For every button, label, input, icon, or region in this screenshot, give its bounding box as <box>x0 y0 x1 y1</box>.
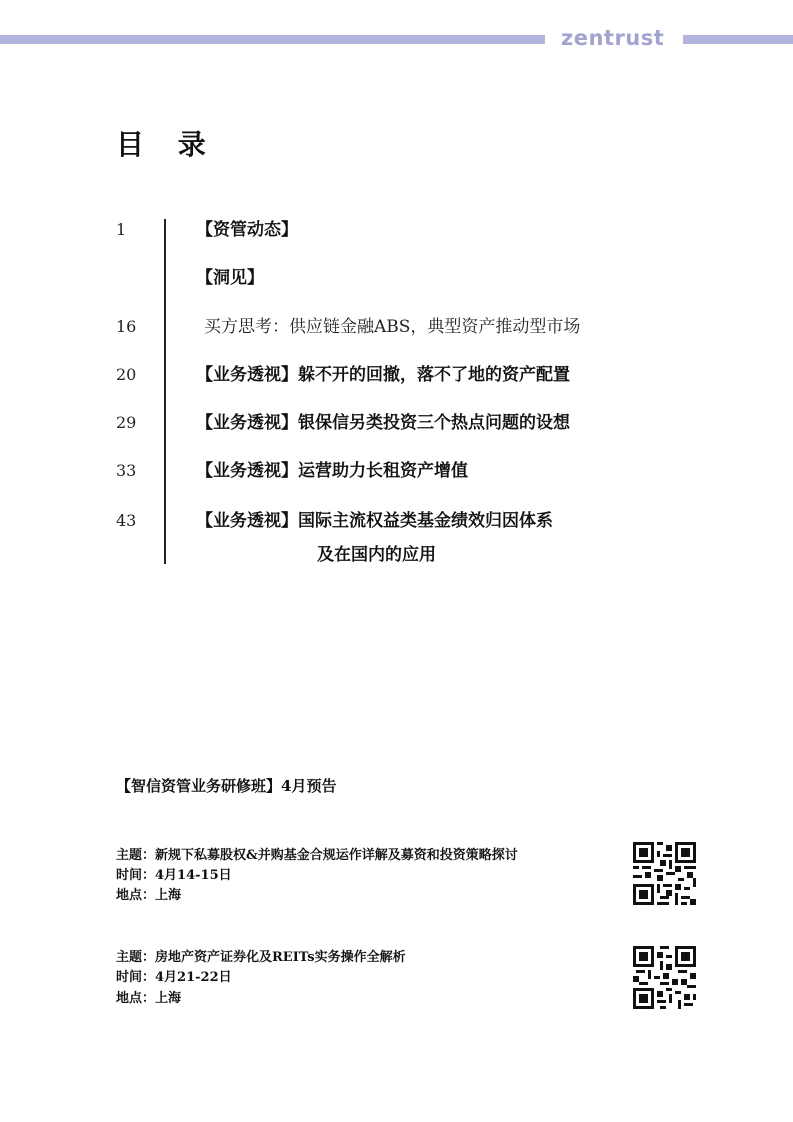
course-topic: 主题：新规下私募股权&并购基金合规运作详解及募资和投资策略探讨 <box>116 848 518 863</box>
qr-code-icon[interactable] <box>633 842 696 905</box>
course-place: 地点：上海 <box>116 888 182 903</box>
training-notice-title: 【智信资管业务研修班】4月预告 <box>116 777 337 795</box>
qr-code-icon[interactable] <box>633 946 696 1009</box>
course-topic: 主题：房地产资产证券化及REITs实务操作全解析 <box>116 950 406 965</box>
toc-entry-title[interactable]: 【业务透视】银保信另类投资三个热点问题的设想 <box>196 413 570 433</box>
brand-logo: zentrust <box>561 26 665 50</box>
toc-entry-title[interactable]: 【洞见】 <box>196 268 264 288</box>
toc-entry-title[interactable]: 【业务透视】运营助力长租资产增值 <box>196 461 468 481</box>
toc-page-number: 43 <box>116 511 137 530</box>
toc-page-number: 33 <box>116 461 137 480</box>
toc-entry-title[interactable]: 【业务透视】躲不开的回撤，落不了地的资产配置 <box>196 365 570 385</box>
page-title: 目 录 <box>116 128 218 161</box>
header-bar-left <box>0 35 545 44</box>
toc-page-number: 1 <box>116 220 127 239</box>
toc-entry-title[interactable]: 【业务透视】国际主流权益类基金绩效归因体系 <box>196 511 553 531</box>
toc-page-number: 16 <box>116 317 137 336</box>
course-time: 时间：4月14-15日 <box>116 868 232 883</box>
header-bar-right <box>683 35 793 44</box>
toc-page-number: 29 <box>116 413 137 432</box>
course-place: 地点：上海 <box>116 991 182 1006</box>
toc-entry-title[interactable]: 买方思考：供应链金融ABS，典型资产推动型市场 <box>204 317 581 337</box>
toc-page-number: 20 <box>116 365 137 384</box>
toc-divider <box>164 219 166 564</box>
course-time: 时间：4月21-22日 <box>116 970 232 985</box>
toc-entry-title[interactable]: 【资管动态】 <box>196 220 298 240</box>
toc-entry-title-continued[interactable]: 及在国内的应用 <box>317 545 436 565</box>
